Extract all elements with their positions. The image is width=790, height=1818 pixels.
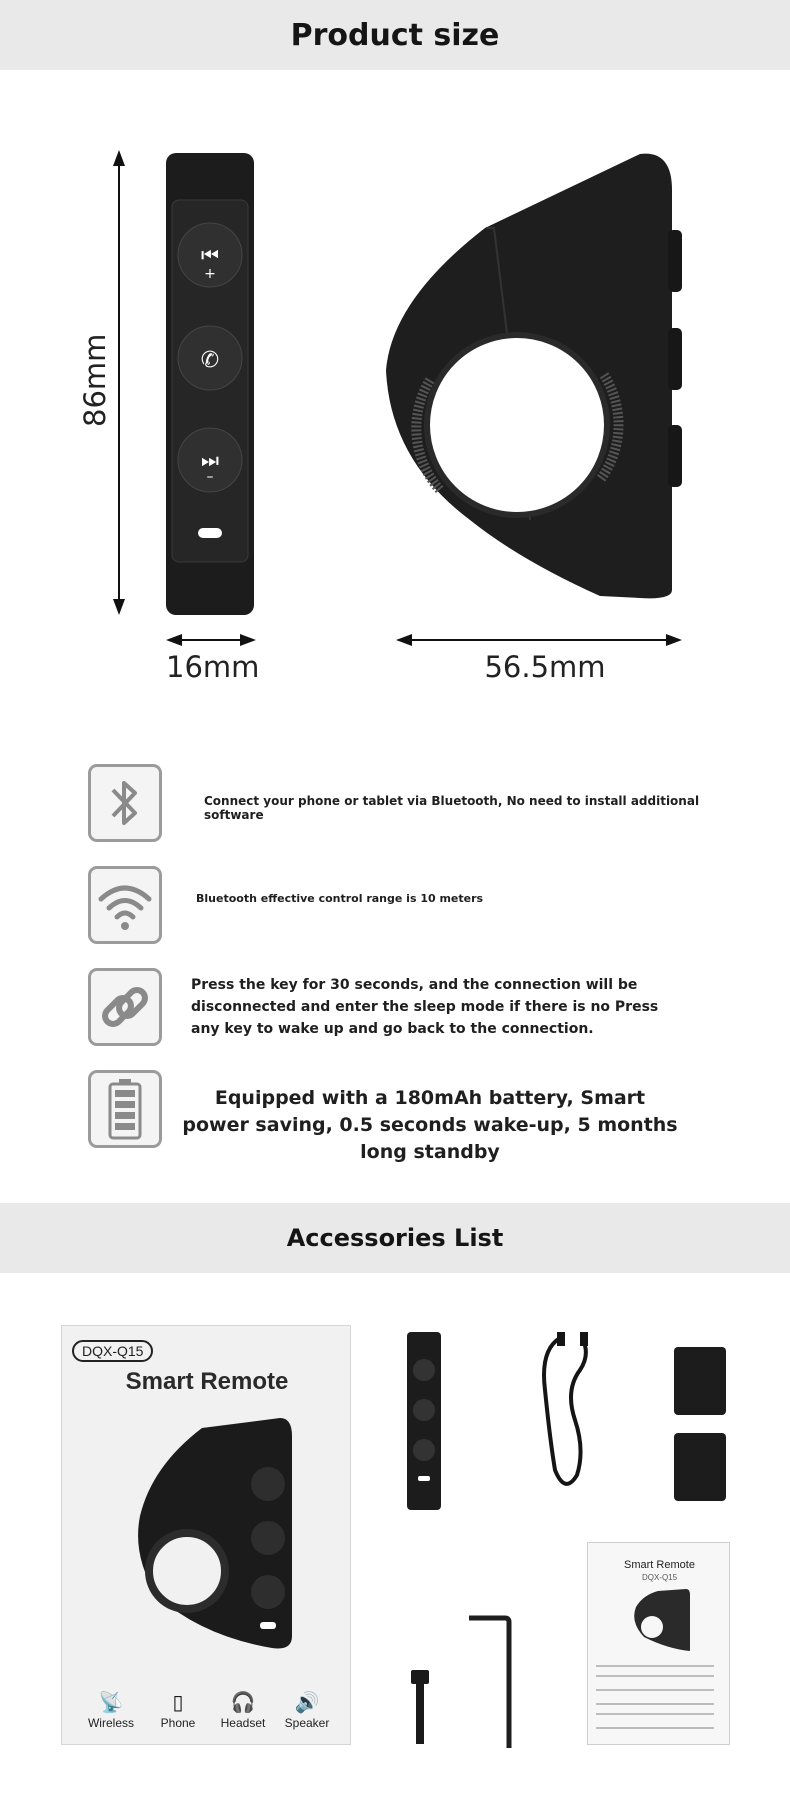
svg-text:⏮: ⏮ [201, 243, 219, 267]
product-box [61, 1325, 351, 1745]
width-front-label: 16mm [166, 650, 260, 684]
height-label: 86mm [78, 333, 112, 427]
width-side-label: 56.5mm [484, 650, 606, 684]
width-front-arrow [166, 634, 256, 646]
headset-icon: 🎧 [230, 1690, 256, 1714]
section-title: Accessories List [286, 1224, 504, 1252]
feature-text-sleep: Press the key for 30 seconds, and the connection will be disconnected and enter the sleep mode if there is no Press any key to wake up and go back to the connection. [191, 977, 659, 1037]
phone-icon: ▯ [172, 1690, 184, 1714]
section-title: Product size [290, 17, 500, 53]
box-product-image [132, 1416, 292, 1666]
product-size-banner [0, 0, 790, 70]
width-side-arrow [396, 634, 682, 646]
remote-side-view [386, 154, 682, 599]
battery-icon [88, 1070, 162, 1148]
box-feature-wireless: 📡 Wireless [87, 1690, 134, 1730]
accessories-banner [0, 1203, 790, 1273]
link-icon [88, 968, 162, 1046]
box-model-label: DQX-Q15 [72, 1340, 153, 1362]
svg-text:⏭: ⏭ [201, 448, 219, 472]
box-feature-phone: ▯ Phone [160, 1690, 196, 1730]
height-arrow [113, 150, 125, 615]
rubber-pads [670, 1345, 730, 1505]
manual-title: Smart Remote [624, 1559, 695, 1571]
wireless-icon: 📡 [98, 1690, 124, 1714]
box-feature-speaker: 🔊 Speaker [284, 1690, 330, 1730]
svg-text:–: – [206, 469, 214, 485]
manual-model: DQX-Q15 [641, 1573, 678, 1582]
svg-text:+: + [204, 266, 216, 282]
feature-text-range: Bluetooth effective control range is 10 meters [196, 892, 484, 905]
remote-accessory [405, 1330, 445, 1512]
remote-front-view [166, 153, 254, 615]
user-manual [587, 1542, 730, 1745]
manual-product-image [628, 1587, 692, 1657]
bluetooth-icon [88, 764, 162, 842]
feature-text-battery: Equipped with a 180mAh battery, Smart power saving, 0.5 seconds wake-up, 5 months long standby [182, 1087, 678, 1163]
dimension-drawing [0, 70, 790, 710]
screw [405, 1668, 435, 1748]
box-title: Smart Remote [125, 1368, 289, 1395]
wifi-icon [88, 866, 162, 944]
box-feature-headset: 🎧 Headset [220, 1690, 266, 1730]
speaker-icon: 🔊 [294, 1690, 320, 1714]
svg-text:✆: ✆ [200, 348, 220, 373]
hex-wrench [465, 1612, 515, 1752]
usb-cable [535, 1330, 595, 1500]
feature-text-bluetooth: Connect your phone or tablet via Bluetooth, No need to install additional software [204, 794, 700, 822]
